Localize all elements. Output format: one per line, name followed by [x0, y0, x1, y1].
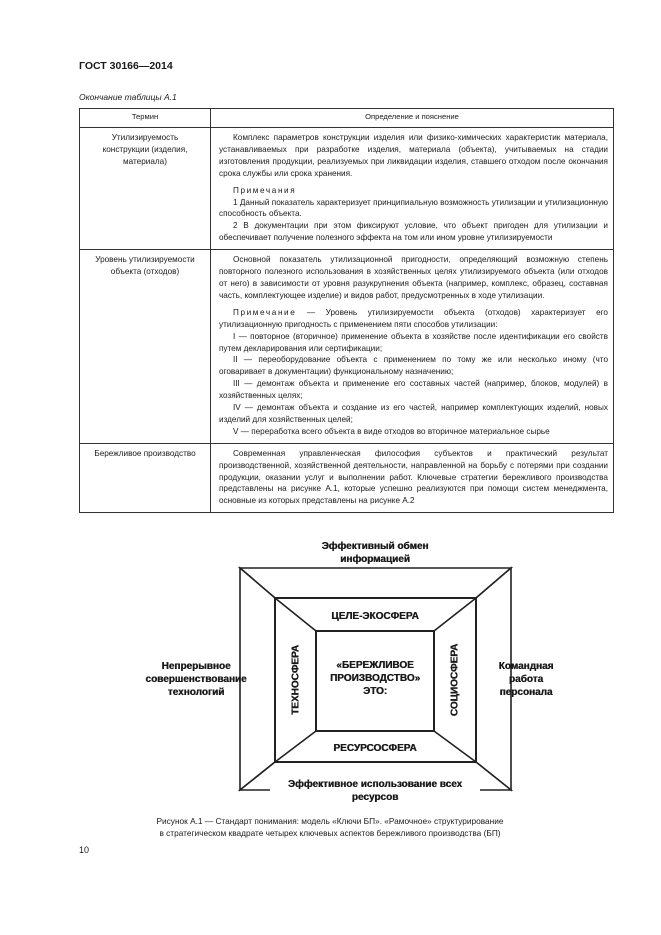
figure-caption-line: Рисунок А.1 — Стандарт понимания: модель «Ключи БП». «Рамочное» структурирование — [156, 816, 504, 826]
term-cell: Бережливое производство — [80, 443, 211, 513]
column-header-term: Термин — [80, 109, 211, 128]
term-cell: Уровень утилизируемости объекта (отходов) — [80, 250, 211, 444]
definition-text: Основной показатель утилизационной пригодности, определяющий возможную степень повторного полезного использования в хозяйственных целях утилизируемого объекта (или отходов от него) в зависимости от уровня разукрупнения объекта (например, комплекс, образец, составная часть, комплектующее изделие) и видов работ, предусмотренных в ходе утилизации. — [219, 255, 608, 300]
label-technosphere: ТЕХНОСФЕРА — [290, 645, 302, 715]
method-item: III — демонтаж объекта и применение его составных частей (например, блоков, модулей) в хозяйственных целях; — [219, 379, 608, 401]
table-header-row — [80, 109, 614, 128]
label-teamwork: Командная работа персонала — [498, 661, 554, 698]
method-item: IV — демонтаж объекта и создание из его частей, например комплектующих изделий, новых изделий для хозяйственных целей; — [219, 403, 608, 424]
figure-caption-line: в стратегическом квадрате четырех ключевых аспектов бережливого производства (БП) — [159, 828, 501, 838]
label-information-exchange: Эффективный обмен информацией — [321, 541, 429, 565]
label-resource-sphere: РЕСУРСОСФЕРА — [333, 743, 417, 754]
label-resource-use: Эффективное использование всех ресурсов — [270, 778, 480, 804]
note-label: Примечание — [233, 307, 297, 317]
column-header-definition: Определение и пояснение — [211, 109, 614, 128]
definition-text: Комплекс параметров конструкции изделия или физико-химических характеристик материала, устанавливаемых при разработке изделия, материала (объекта), учитываемых на стадии изготовления продукции, реализуемых при ликвидации изделия, ставшего отходом после окончания срока службы или срока хранения. — [219, 133, 608, 178]
figure-caption — [120, 815, 540, 839]
method-item: II — переоборудование объекта с применением по тому же или несколько иному (что оговаривает в документации) функциональному назначению; — [219, 355, 608, 377]
label-continuous-improvement: Непрерывное совершенствование технологий — [145, 661, 247, 698]
outer-trapezoid-top — [240, 568, 511, 598]
notes-heading: Примечания — [233, 185, 297, 195]
center-title: «БЕРЕЖЛИВОЕ ПРОИЗВОДСТВО» ЭТО: — [329, 660, 421, 697]
table-row — [80, 250, 614, 444]
term-cell: Утилизируемость конструкции (изделия, материала) — [80, 128, 211, 250]
note-text: 1 Данный показатель характеризует принципиальную возможность утилизации и утилизационную способность объекта. — [219, 197, 608, 219]
document-header: ГОСТ 30166—2014 — [79, 60, 173, 72]
label-sociosphere: СОЦИОСФЕРА — [449, 643, 461, 717]
note-text: 2 В документации при этом фиксируют условие, что объект пригоден для утилизации и обеспечивает получение полезного эффекта на том или ином уровне утилизируемости — [219, 221, 608, 243]
lean-keys-diagram — [0, 535, 661, 815]
method-item: I — повторное (вторичное) применение объекта в хозяйстве после идентификации его свойств путем декларирования или сертификации; — [219, 331, 608, 353]
definition-cell — [211, 128, 614, 250]
terms-table — [79, 108, 614, 513]
method-item: V — переработка всего объекта в виде отходов во вторичное материальное сырье — [233, 426, 550, 436]
table-row — [80, 128, 614, 250]
table-row — [80, 443, 614, 513]
note-intro: — Уровень утилизируемости объекта (отходов) характеризует его утилизационную пригодность с применением пяти способов утилизации: — [219, 307, 608, 329]
table-caption: Окончание таблицы А.1 — [79, 92, 177, 102]
label-goal-ecosphere: ЦЕЛЕ-ЭКОСФЕРА — [331, 611, 419, 622]
definition-cell — [211, 443, 614, 513]
definition-text: Современная управленческая философия субъектов и практический результат производственной, хозяйственной деятельности, направленной на борьбу с потерями при создании продукции, оказании услуг и выполнении работ. Ключевые стратегии бережливого производства представлены на рисунке А.1, которые успешно реализуются при помощи систем менеджмента, основные из которых представлены на рисунке А.2 — [219, 448, 608, 506]
note-paragraph — [219, 307, 608, 331]
page-number: 10 — [79, 845, 90, 855]
definition-cell — [211, 250, 614, 444]
